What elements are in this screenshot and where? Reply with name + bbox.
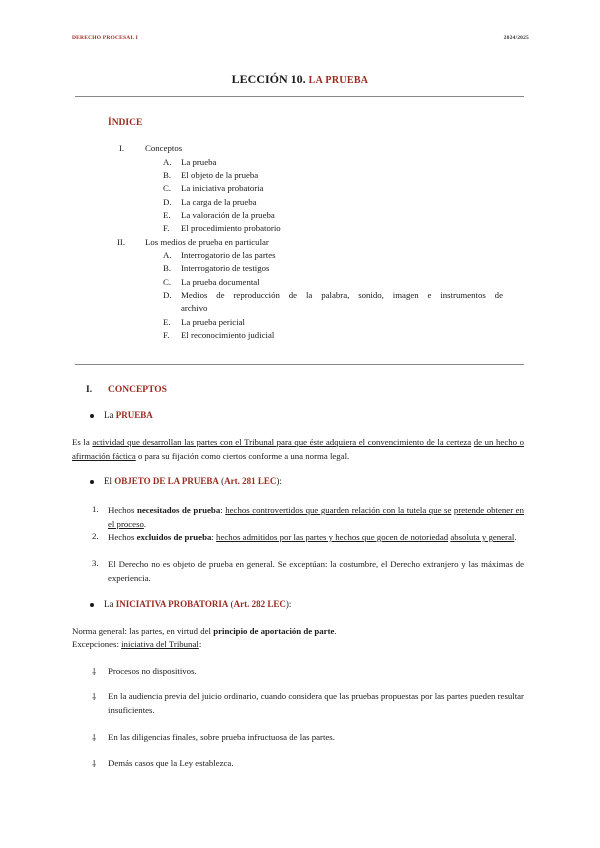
list-number: 2. bbox=[92, 531, 99, 541]
dagger-icon: ⸸ bbox=[92, 667, 97, 677]
bullet-dot-icon bbox=[90, 414, 94, 418]
item-text: El Derecho no es objeto de prueba en general. Se exceptúan: la costumbre, el Derecho extranjero y las bbox=[108, 559, 479, 569]
list-item bbox=[108, 531, 524, 545]
toc-section-roman: I. bbox=[119, 143, 125, 153]
def-underlined-2: de un hecho o afirmación fáctica bbox=[72, 437, 525, 461]
bullet-prefix: El bbox=[104, 476, 112, 486]
bullet-prueba bbox=[90, 410, 153, 420]
item-lead: Hechos bbox=[108, 532, 135, 542]
toc-item-letter: B. bbox=[163, 263, 172, 273]
art-paren: ( bbox=[221, 476, 225, 486]
toc-item-label: La prueba bbox=[181, 157, 217, 167]
toc-item-letter: A. bbox=[163, 157, 172, 167]
art-paren: ): bbox=[285, 599, 292, 609]
toc-item-label: Medios de reproducción de la palabra, sonido, imagen e instrumentos de bbox=[181, 290, 503, 300]
title-main: LECCIÓN 10. bbox=[231, 72, 306, 86]
article-ref: Art. 282 LEC bbox=[233, 599, 286, 609]
article-ref: Art. 281 LEC bbox=[224, 476, 277, 486]
art-paren: ( bbox=[230, 599, 234, 609]
toc-item-letter: F. bbox=[163, 223, 170, 233]
section-roman: I. bbox=[86, 385, 93, 395]
bullet-objeto bbox=[90, 476, 282, 486]
toc-item-letter: D. bbox=[163, 197, 172, 207]
toc-item-letter: E. bbox=[163, 317, 171, 327]
toc-item-label: Interrogatorio de las partes bbox=[181, 250, 276, 260]
exception-item: En las diligencias finales, sobre prueba infructuosa de las partes. bbox=[108, 732, 335, 742]
list-number: 1. bbox=[92, 504, 99, 514]
toc-item-letter: F. bbox=[163, 330, 170, 340]
exception-item: Procesos no dispositivos. bbox=[108, 666, 197, 676]
item-underlined: hechos controvertidos que guarden relación con la tutela que se bbox=[225, 505, 452, 515]
toc-item-letter: A. bbox=[163, 250, 172, 260]
def-underlined: actividad que desarrollan las partes con el Tribunal para que éste adquiera el convencimiento de la certeza bbox=[92, 437, 472, 447]
bullet-iniciativa bbox=[90, 599, 291, 609]
norma-lead: Norma general: las partes, en virtud del bbox=[72, 626, 211, 636]
item-colon: : bbox=[211, 532, 214, 542]
toc-item-label: El reconocimiento judicial bbox=[181, 330, 275, 340]
header-year: 2024/2025 bbox=[503, 35, 529, 41]
toc-item-label: Interrogatorio de testigos bbox=[181, 263, 270, 273]
item-bold: necesitados de prueba bbox=[136, 505, 221, 515]
exc-lead: Excepciones: bbox=[72, 639, 119, 649]
item-underlined-2: pretende obtener en el proceso bbox=[108, 505, 524, 529]
def-tail: o para su fijación como ciertos conforme a una norma legal. bbox=[137, 450, 350, 461]
toc-item-letter: B. bbox=[163, 170, 172, 180]
exception-item: Demás casos que la Ley establezca. bbox=[108, 758, 234, 768]
list-number: 3. bbox=[92, 558, 99, 568]
toc-item-letter: D. bbox=[163, 290, 172, 300]
term-iniciativa: INICIATIVA PROBATORIA bbox=[115, 599, 229, 609]
norma-general bbox=[72, 625, 524, 639]
art-paren: ): bbox=[276, 476, 282, 486]
list-item bbox=[108, 504, 524, 531]
section-title: CONCEPTOS bbox=[108, 385, 167, 395]
toc-section-label: Los medios de prueba en particular bbox=[145, 237, 269, 247]
exc-underlined: iniciativa del Tribunal bbox=[121, 639, 199, 649]
toc-item-label-cont: archivo bbox=[181, 303, 208, 313]
toc-item-label: La carga de la prueba bbox=[181, 197, 257, 207]
item-lead: Hechos bbox=[108, 505, 135, 515]
toc-item-label: La iniciativa probatoria bbox=[181, 183, 264, 193]
item-colon: : bbox=[220, 505, 223, 515]
bullet-dot-icon bbox=[90, 603, 94, 607]
toc-item-label: El objeto de la prueba bbox=[181, 170, 259, 180]
excepciones-heading bbox=[72, 638, 524, 652]
item-end: . bbox=[514, 532, 517, 542]
index-heading: ÍNDICE bbox=[108, 118, 143, 128]
item-bold: excluidos de prueba bbox=[136, 532, 212, 542]
exception-text-2: pueden resultar insuficientes. bbox=[108, 691, 524, 715]
toc-section-roman: II. bbox=[117, 237, 126, 247]
exception-text: En la audiencia previa del juicio ordinario, cuando considera que las pruebas propuestas por las partes bbox=[108, 691, 468, 701]
divider-top bbox=[75, 96, 524, 97]
toc-item-letter: C. bbox=[163, 277, 172, 287]
item-underlined: hechos admitidos por las partes y hechos que gocen de notoriedad bbox=[216, 532, 449, 542]
norma-end: . bbox=[334, 626, 337, 636]
item-underlined-2: absoluta y general bbox=[450, 532, 515, 542]
toc-item-letter: C. bbox=[163, 183, 172, 193]
page-title bbox=[0, 72, 600, 87]
item-text-2: máximas de experiencia. bbox=[108, 559, 525, 583]
dagger-icon: ⸸ bbox=[92, 733, 97, 743]
title-sub: LA PRUEBA bbox=[308, 75, 369, 86]
bullet-prefix: La bbox=[104, 599, 114, 609]
item-end: . bbox=[143, 518, 147, 529]
dagger-icon: ⸸ bbox=[92, 692, 97, 702]
toc-item-label: La prueba documental bbox=[181, 277, 260, 287]
bullet-prefix: La bbox=[104, 410, 114, 420]
term-prueba: PRUEBA bbox=[115, 410, 153, 420]
norma-bold: principio de aportación de parte bbox=[213, 626, 335, 636]
prueba-definition bbox=[72, 436, 524, 463]
divider-index bbox=[75, 364, 524, 365]
toc-section-label: Conceptos bbox=[145, 143, 183, 153]
toc-item-label: El procedimiento probatorio bbox=[181, 223, 281, 233]
def-lead: Es la bbox=[72, 437, 90, 447]
bullet-dot-icon bbox=[90, 480, 94, 484]
exception-item bbox=[108, 690, 524, 717]
dagger-icon: ⸸ bbox=[92, 759, 97, 769]
exc-end: : bbox=[198, 639, 202, 649]
list-item bbox=[108, 558, 524, 585]
header-course: DERECHO PROCESAL I bbox=[72, 35, 138, 41]
toc-item-label: La prueba pericial bbox=[181, 317, 245, 327]
toc-item-label: La valoración de la prueba bbox=[181, 210, 275, 220]
term-objeto: OBJETO DE LA PRUEBA bbox=[114, 476, 219, 486]
toc-item-letter: E. bbox=[163, 210, 171, 220]
